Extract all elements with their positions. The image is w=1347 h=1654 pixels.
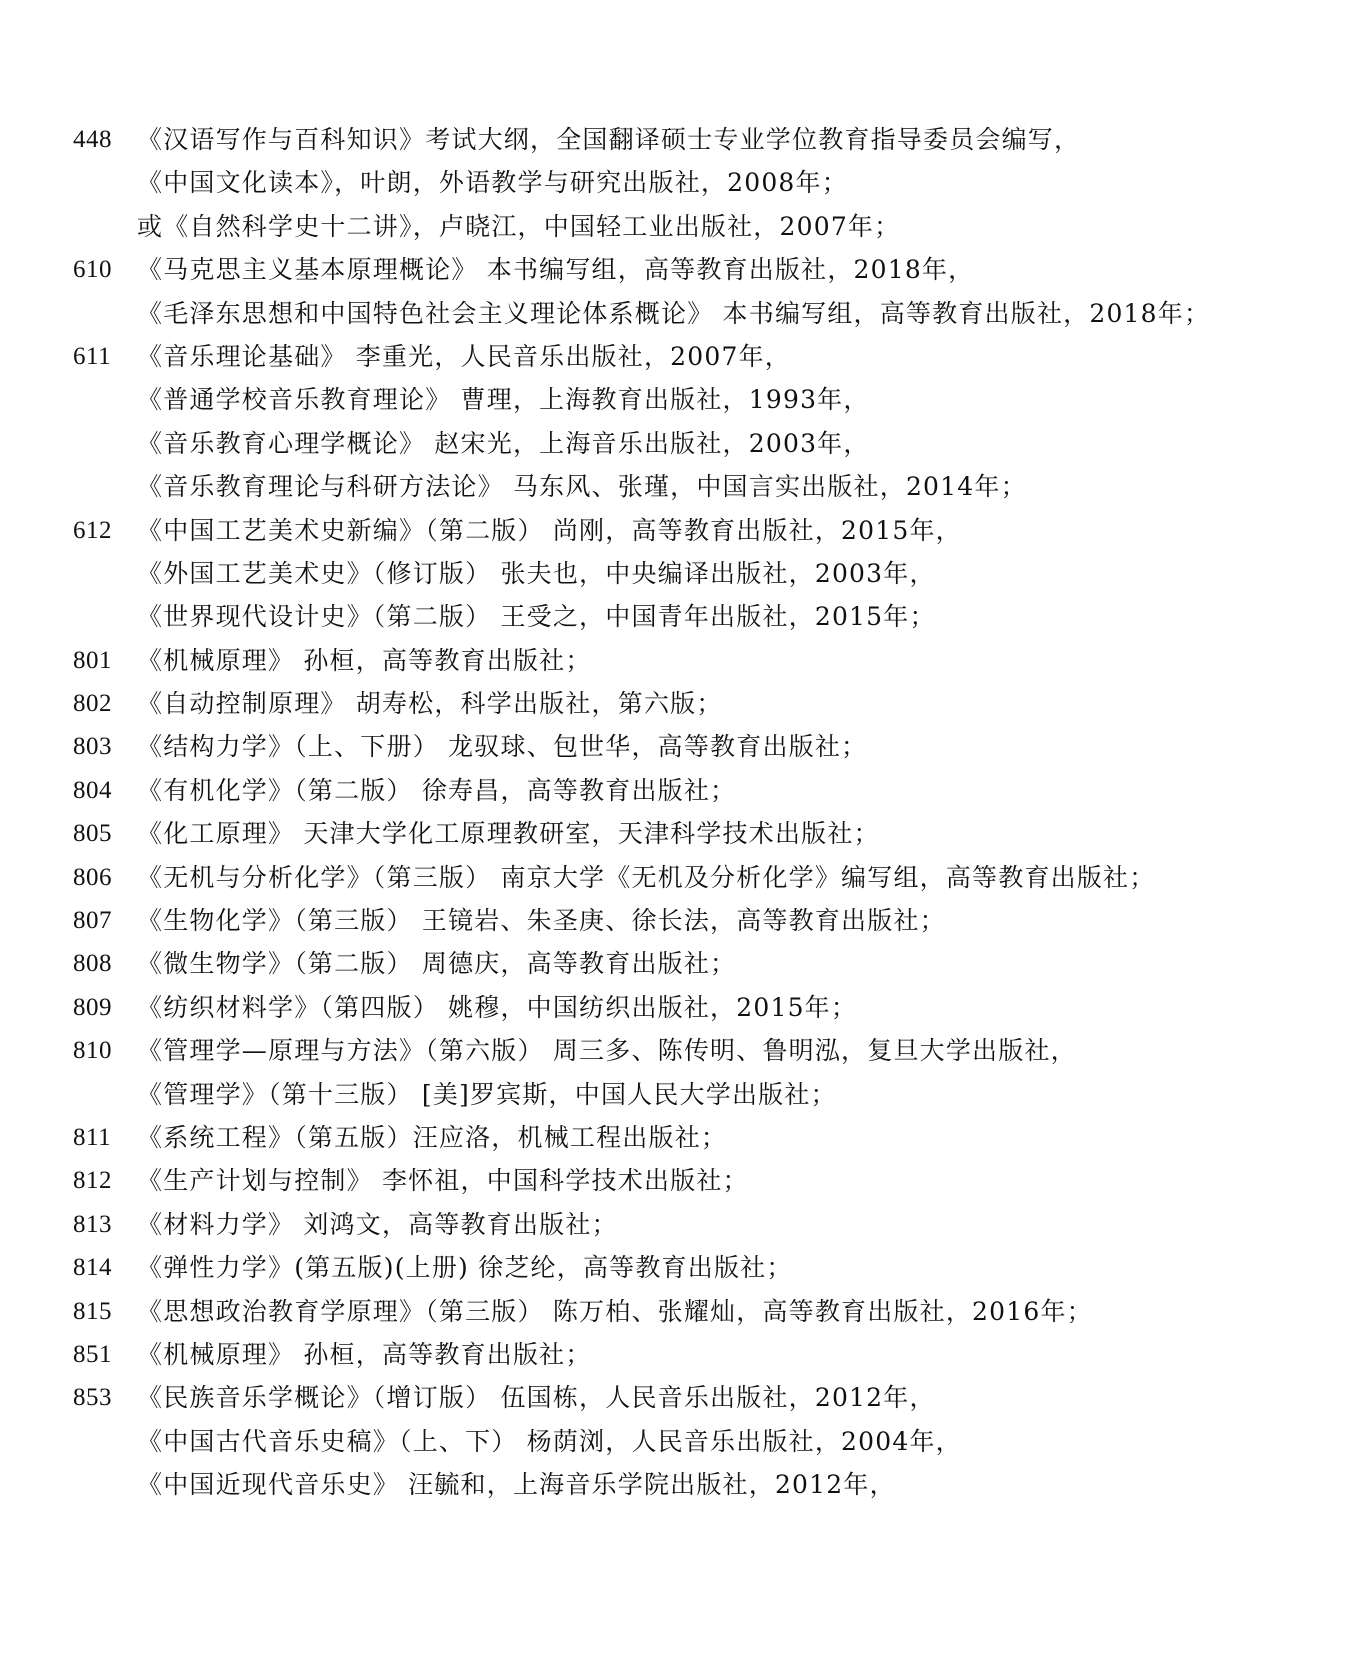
- reference-book-text: 《外国工艺美术史》（修订版） 张夫也，中央编译出版社，2003年，: [137, 558, 936, 588]
- entry-first-line: [0, 248, 1347, 291]
- exam-subject-code: 805: [73, 820, 112, 848]
- exam-subject-code: 448: [73, 126, 112, 153]
- reference-book-text: 《世界现代设计史》（第二版） 王受之，中国青年出版社，2015年；: [137, 602, 936, 632]
- entry-first-line: [0, 509, 1347, 552]
- entry-continuation-line: [0, 1420, 1347, 1463]
- reference-book-text: 《音乐教育心理学概论》 赵宋光，上海音乐出版社，2003年，: [137, 428, 870, 458]
- exam-subject-code: 803: [73, 733, 112, 761]
- entry-continuation-line: [0, 595, 1347, 638]
- entry-continuation-line: [0, 1073, 1347, 1116]
- reference-book-text: 《结构力学》（上、下册） 龙驭球、包世华，高等教育出版社；: [137, 732, 868, 762]
- entry-first-line: [0, 812, 1347, 855]
- reference-book-text: 《机械原理》 孙桓，高等教育出版社；: [137, 645, 592, 675]
- entry-first-line: [0, 725, 1347, 768]
- reference-book-text: 《中国工艺美术史新编》（第二版） 尚刚，高等教育出版社，2015年，: [137, 515, 962, 545]
- reference-book-text: 《中国近现代音乐史》 汪毓和，上海音乐学院出版社，2012年，: [137, 1470, 896, 1500]
- reference-book-text: 《弹性力学》(第五版)(上册) 徐芝纶，高等教育出版社；: [137, 1253, 793, 1283]
- entry-first-line: [0, 986, 1347, 1029]
- entry-first-line: [0, 335, 1347, 378]
- reference-book-text: 《化工原理》 天津大学化工原理教研室，天津科学技术出版社；: [137, 819, 880, 849]
- entry-first-line: [0, 1116, 1347, 1159]
- exam-subject-code: 811: [73, 1123, 112, 1151]
- exam-subject-code: 853: [73, 1384, 112, 1412]
- exam-subject-code: 804: [73, 776, 112, 804]
- entry-continuation-line: [0, 378, 1347, 421]
- exam-subject-code: 809: [73, 993, 112, 1021]
- reference-book-text: 《管理学—原理与方法》（第六版） 周三多、陈传明、鲁明泓，复旦大学出版社，: [137, 1036, 1077, 1066]
- reference-book-text: 《系统工程》（第五版）汪应洛，机械工程出版社；: [137, 1122, 728, 1152]
- reference-book-text: 《音乐教育理论与科研方法论》 马东风、张瑾，中国言实出版社，2014年；: [137, 472, 1027, 502]
- entry-first-line: [0, 1376, 1347, 1419]
- entry-first-line: [0, 1290, 1347, 1333]
- entry-first-line: [0, 1246, 1347, 1289]
- entry-first-line: [0, 639, 1347, 682]
- entry-first-line: [0, 856, 1347, 899]
- entry-first-line: [0, 769, 1347, 812]
- reference-book-list: [0, 118, 1347, 1507]
- entry-first-line: [0, 1159, 1347, 1202]
- reference-book-text: 《机械原理》 孙桓，高等教育出版社；: [137, 1339, 592, 1369]
- reference-book-text: 《材料力学》 刘鸿文，高等教育出版社；: [137, 1209, 618, 1239]
- exam-subject-code: 851: [73, 1340, 112, 1368]
- entry-first-line: [0, 942, 1347, 985]
- reference-book-text: 《管理学》（第十三版） [美]罗宾斯，中国人民大学出版社；: [137, 1079, 837, 1109]
- exam-subject-code: 802: [73, 690, 112, 718]
- entry-first-line: [0, 1333, 1347, 1376]
- reference-book-text: 《有机化学》（第二版） 徐寿昌，高等教育出版社；: [137, 775, 737, 805]
- reference-book-text: 《纺织材料学》（第四版） 姚穆，中国纺织出版社，2015年；: [137, 992, 858, 1022]
- exam-subject-code: 815: [73, 1297, 112, 1325]
- reference-book-text: 《思想政治教育学原理》（第三版） 陈万柏、张耀灿，高等教育出版社，2016年；: [137, 1296, 1093, 1326]
- entry-continuation-line: [0, 161, 1347, 204]
- reference-book-text: 或《自然科学史十二讲》，卢晓江，中国轻工业出版社，2007年；: [137, 211, 901, 241]
- exam-subject-code: 807: [73, 907, 112, 935]
- exam-subject-code: 814: [73, 1254, 112, 1282]
- reference-book-text: 《马克思主义基本原理概论》 本书编写组，高等教育出版社，2018年，: [137, 255, 975, 285]
- entry-first-line: [0, 1203, 1347, 1246]
- exam-subject-code: 808: [73, 950, 112, 978]
- exam-subject-code: 812: [73, 1167, 112, 1195]
- entry-continuation-line: [0, 552, 1347, 595]
- reference-book-text: 《音乐理论基础》 李重光，人民音乐出版社，2007年，: [137, 341, 791, 371]
- entry-first-line: [0, 118, 1347, 161]
- exam-subject-code: 612: [73, 516, 112, 544]
- entry-first-line: [0, 1029, 1347, 1072]
- entry-continuation-line: [0, 1463, 1347, 1506]
- entry-continuation-line: [0, 205, 1347, 248]
- exam-subject-code: 801: [73, 646, 112, 674]
- reference-book-text: 《中国文化读本》，叶朗，外语教学与研究出版社，2008年；: [137, 168, 848, 198]
- reference-book-text: 《生产计划与控制》 李怀祖，中国科学技术出版社；: [137, 1166, 749, 1196]
- reference-book-text: 《民族音乐学概论》（增订版） 伍国栋，人民音乐出版社，2012年，: [137, 1383, 936, 1413]
- exam-subject-code: 610: [73, 256, 112, 284]
- exam-subject-code: 813: [73, 1210, 112, 1238]
- reference-book-text: 《毛泽东思想和中国特色社会主义理论体系概论》 本书编写组，高等教育出版社，2018年；: [137, 298, 1211, 328]
- entry-continuation-line: [0, 422, 1347, 465]
- exam-subject-code: 611: [73, 342, 112, 370]
- reference-book-text: 《普通学校音乐教育理论》 曹理，上海教育出版社，1993年，: [137, 385, 870, 415]
- reference-book-text: 《微生物学》（第二版） 周德庆，高等教育出版社；: [137, 949, 737, 979]
- reference-book-text: 《生物化学》（第三版） 王镜岩、朱圣庚、徐长法，高等教育出版社；: [137, 906, 946, 936]
- entry-continuation-line: [0, 292, 1347, 335]
- reference-book-text: 《汉语写作与百科知识》考试大纲，全国翻译硕士专业学位教育指导委员会编写，: [137, 125, 1081, 154]
- exam-subject-code: 806: [73, 863, 112, 891]
- exam-subject-code: 810: [73, 1037, 112, 1065]
- reference-book-text: 《自动控制原理》 胡寿松，科学出版社，第六版；: [137, 689, 723, 719]
- entry-first-line: [0, 682, 1347, 725]
- reference-book-text: 《中国古代音乐史稿》（上、下） 杨荫浏，人民音乐出版社，2004年，: [137, 1426, 962, 1456]
- entry-first-line: [0, 899, 1347, 942]
- reference-book-text: 《无机与分析化学》（第三版） 南京大学《无机及分析化学》编写组，高等教育出版社；: [137, 862, 1156, 892]
- entry-continuation-line: [0, 465, 1347, 508]
